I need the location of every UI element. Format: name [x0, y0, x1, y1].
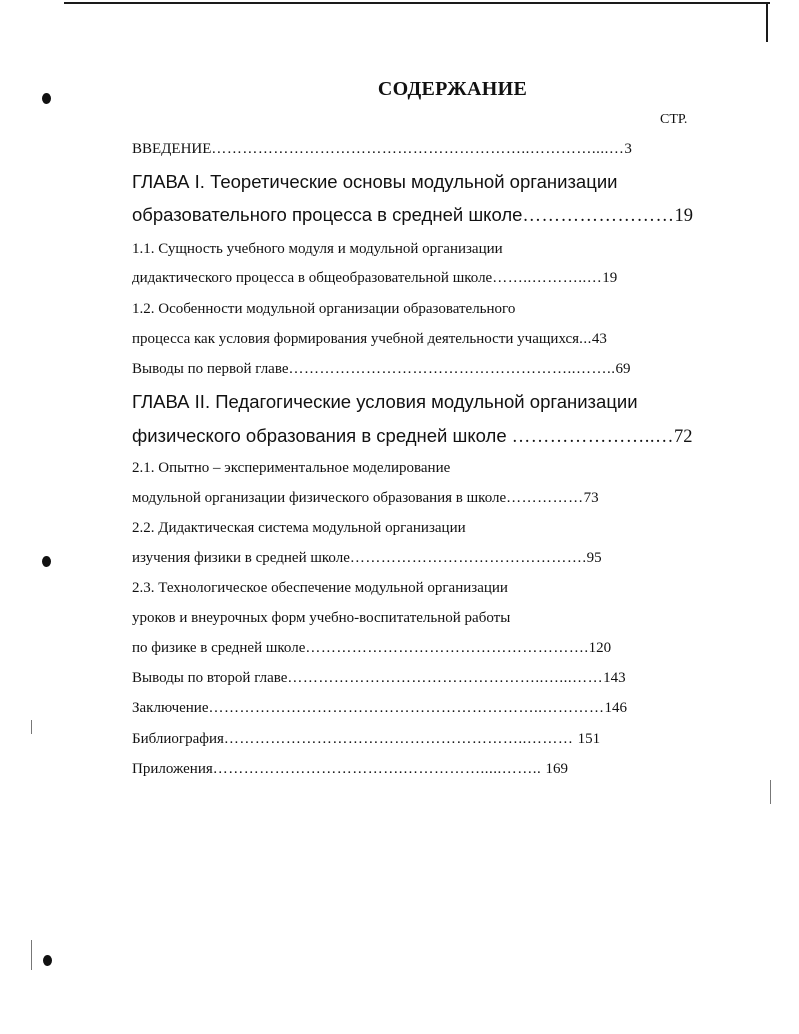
toc-entry	[132, 237, 503, 261]
toc-leader: ………………………………………………..……..	[288, 361, 616, 377]
toc-entry-text: дидактического процесса в общеобразовательной школе	[132, 270, 493, 286]
toc-entry-text: ГЛАВА I. Теоретические основы модульной организации	[132, 171, 618, 192]
toc-page-number: 43	[591, 331, 607, 347]
toc-entry	[132, 203, 693, 227]
toc-leader: ……………………………………….	[349, 550, 587, 566]
toc-entry-text: модульной организации физического образования в школе	[132, 490, 507, 506]
toc-entry	[132, 606, 510, 630]
toc-leader: ...	[579, 331, 592, 347]
toc-page-number: 19	[602, 270, 618, 286]
toc-entry	[132, 666, 626, 690]
toc-page-number: 169	[545, 761, 568, 777]
toc-entry	[132, 727, 600, 751]
toc-entry	[132, 137, 632, 161]
toc-entry-text: уроков и внеурочных форм учебно-воспитательной работы	[132, 610, 511, 626]
binder-hole-mark	[42, 556, 51, 567]
toc-entry	[132, 170, 617, 194]
toc-entry-text: Выводы по второй главе	[132, 670, 288, 686]
toc-page-number: 151	[577, 731, 601, 747]
toc-entry-text: Библиография	[132, 731, 224, 747]
toc-entry	[132, 456, 450, 480]
toc-leader: ……………………………….…………….....……..	[212, 761, 546, 777]
toc-entry-text: 2.1. Опытно – экспериментальное моделирование	[132, 460, 451, 476]
toc-entry-text: 1.1. Сущность учебного модуля и модульной организации	[132, 241, 503, 257]
scan-artifact	[31, 940, 32, 970]
toc-entry	[132, 390, 638, 414]
toc-leader: ……………	[506, 490, 584, 506]
toc-leader: …………………………………………..…...……	[287, 670, 604, 686]
toc-entry-text: ВВЕДЕНИЕ	[132, 141, 212, 157]
toc-entry	[132, 327, 607, 351]
toc-entry-text: Заключение	[132, 700, 209, 716]
toc-entry-text: изучения физики в средней школе	[132, 550, 350, 566]
toc-page-number: 143	[603, 670, 626, 686]
toc-entry-text: физического образования в средней школе	[132, 425, 507, 446]
toc-leader: …………………………………………………..………	[223, 731, 578, 747]
toc-entry	[132, 266, 617, 290]
toc-entry-text: процесса как условия формирования учебной деятельности учащихся	[132, 331, 580, 347]
toc-entry	[132, 516, 466, 540]
toc-page-number: 73	[583, 490, 599, 506]
toc-leader: …………………..…	[506, 427, 674, 447]
toc-page-number: 19	[674, 206, 693, 226]
toc-page-number: 69	[615, 361, 631, 377]
toc-entry-text: по физике в средней школе	[132, 640, 306, 656]
toc-entry	[132, 696, 627, 720]
toc-entry-text: 2.3. Технологическое обеспечение модульной организации	[132, 580, 508, 596]
toc-leader: ……………………………………………….	[305, 640, 589, 656]
toc-entry	[132, 757, 568, 781]
page-column-label: СТР.	[660, 112, 688, 127]
toc-entry	[132, 636, 611, 660]
toc-entry-text: 1.2. Особенности модульной организации образовательного	[132, 301, 516, 317]
toc-entry-text: образовательного процесса в средней школе	[132, 204, 523, 225]
binder-hole-mark	[43, 955, 52, 966]
toc-page-number: 95	[586, 550, 602, 566]
toc-leader: ……………………………………………………..…………....…	[211, 141, 625, 157]
scan-artifact	[770, 780, 771, 804]
toc-leader: ………………………………………………………..…………	[208, 700, 605, 716]
toc-page-number: 72	[674, 427, 693, 447]
toc-entry	[132, 297, 515, 321]
toc-entry	[132, 357, 631, 381]
toc-entry	[132, 576, 508, 600]
toc-entry-text: Выводы по первой главе	[132, 361, 289, 377]
toc-title: СОДЕРЖАНИЕ	[377, 78, 528, 100]
toc-leader: ……………………	[522, 206, 675, 226]
toc-entry	[132, 486, 599, 510]
toc-page-number: 120	[588, 640, 612, 656]
toc-entry-text: ГЛАВА II. Педагогические условия модульной организации	[132, 391, 638, 412]
toc-entry	[132, 424, 693, 448]
toc-entry	[132, 546, 602, 570]
toc-leader: ……..………..…	[492, 270, 603, 286]
scan-artifact	[31, 720, 32, 734]
toc-page-number: 3	[624, 141, 632, 157]
toc-entry-text: Приложения	[132, 761, 213, 777]
toc-page-number: 146	[604, 700, 627, 716]
toc-entry-text: 2.2. Дидактическая система модульной организации	[132, 520, 466, 536]
scan-top-border	[64, 2, 770, 4]
scan-right-border	[766, 2, 768, 42]
